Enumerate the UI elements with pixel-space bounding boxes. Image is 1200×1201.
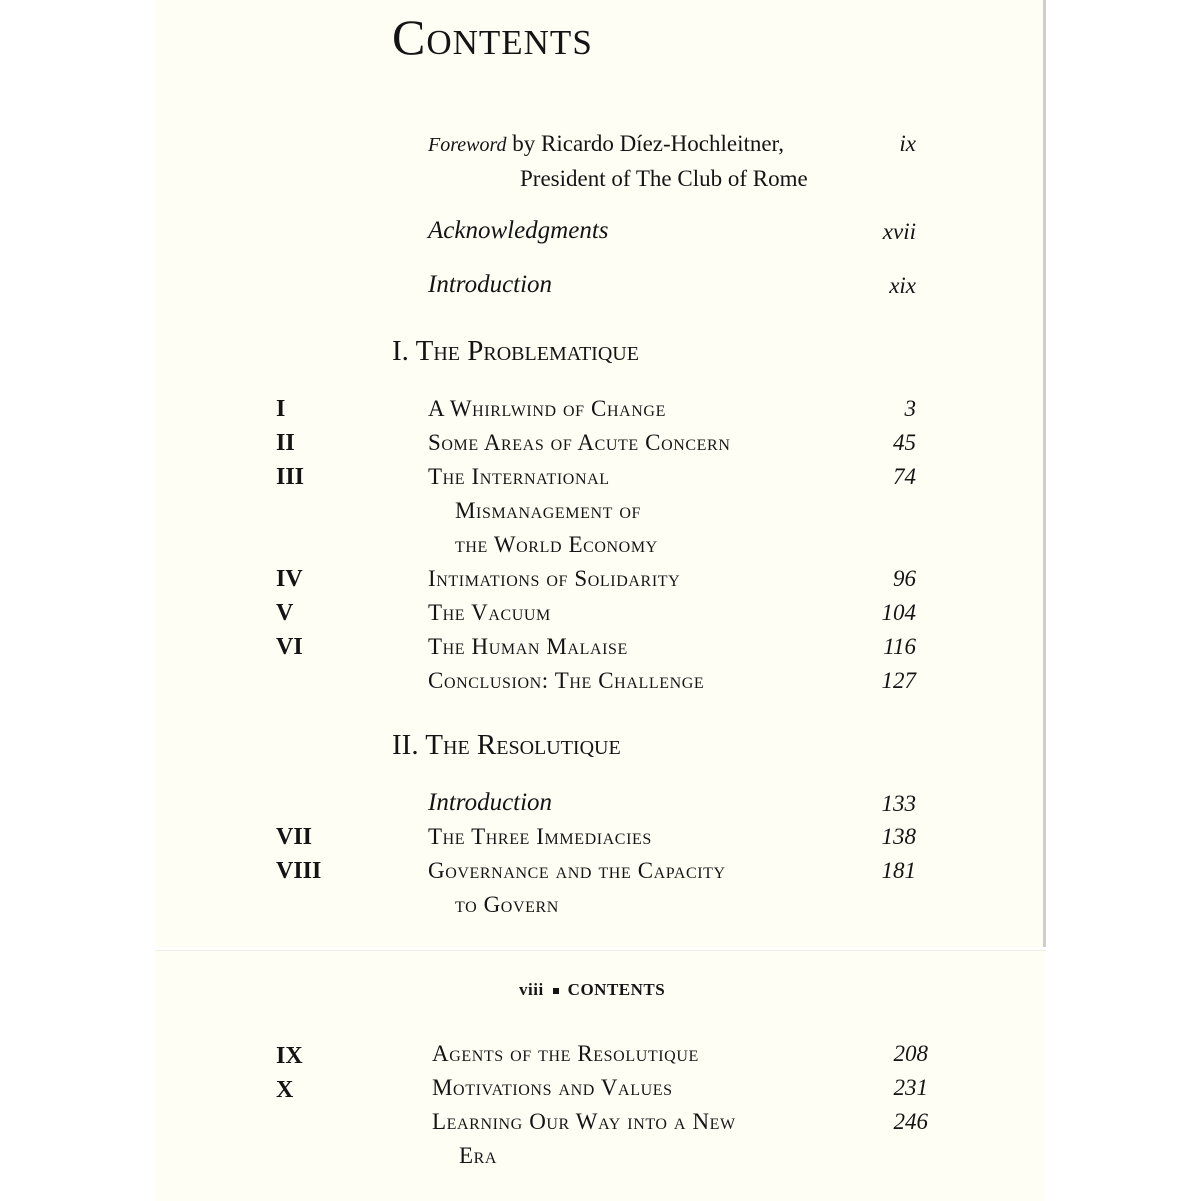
toc-entry-chapter-8[interactable]: Governance and the Capacity xyxy=(428,858,726,883)
chapter-number: III xyxy=(276,464,305,490)
chapter-number: VII xyxy=(276,824,313,850)
foreword-author-title: President of The Club of Rome xyxy=(520,166,808,191)
part-heading-resolutique[interactable]: II. The Resolutique xyxy=(392,729,621,761)
chapter-number: V xyxy=(276,600,294,626)
page-number: 208 xyxy=(893,1041,928,1066)
page-number: 45 xyxy=(893,430,916,455)
foreword-label: Foreword xyxy=(428,134,507,156)
page-number: 104 xyxy=(881,600,916,625)
toc-entry-foreword[interactable] xyxy=(428,131,784,157)
page-number: 116 xyxy=(883,634,916,659)
chapter-number: I xyxy=(276,396,286,422)
foreword-author: by Ricardo Díez-Hochleitner, xyxy=(512,131,785,156)
toc-entry-introduction[interactable]: Introduction xyxy=(428,271,553,298)
page-number: 231 xyxy=(893,1075,928,1100)
toc-entry-chapter-3[interactable]: The International xyxy=(428,464,610,489)
toc-entry-chapter-4[interactable]: Intimations of Solidarity xyxy=(428,566,681,591)
toc-entry-acknowledgments[interactable]: Acknowledgments xyxy=(428,217,609,244)
page-number: xvii xyxy=(882,219,916,244)
toc-entry-chapter-3-line2: Mismanagement of xyxy=(455,498,642,523)
part-heading-problematique[interactable]: I. The Problematique xyxy=(392,335,639,367)
chapter-number: II xyxy=(276,430,295,456)
toc-entry-chapter-8-line2: to Govern xyxy=(455,892,559,917)
toc-entry-chapter-10[interactable]: Motivations and Values xyxy=(432,1075,673,1100)
page-number: 74 xyxy=(893,464,916,489)
chapter-number: VI xyxy=(276,634,303,660)
toc-entry-chapter-2[interactable]: Some Areas of Acute Concern xyxy=(428,430,731,455)
running-head-label: CONTENTS xyxy=(567,980,666,999)
chapter-number: IV xyxy=(276,566,303,592)
toc-entry-chapter-9[interactable]: Agents of the Resolutique xyxy=(432,1041,699,1066)
toc-entry-part2-introduction[interactable]: Introduction xyxy=(428,789,553,816)
toc-entry-learning[interactable]: Learning Our Way into a New xyxy=(432,1109,736,1134)
page-title: Contents xyxy=(392,9,593,65)
page-number: xix xyxy=(889,273,916,298)
page-number: 181 xyxy=(881,858,916,883)
chapter-number: IX xyxy=(276,1043,303,1069)
toc-entry-chapter-7[interactable]: The Three Immediacies xyxy=(428,824,652,849)
page-number: 3 xyxy=(904,396,916,421)
page-number: 127 xyxy=(881,668,916,693)
running-head xyxy=(519,980,665,1000)
toc-entry-learning-line2: Era xyxy=(459,1143,498,1168)
running-head-page-number: viii xyxy=(519,980,544,999)
page-number: 133 xyxy=(881,791,916,816)
page-number: 246 xyxy=(893,1109,928,1134)
chapter-number: VIII xyxy=(276,858,322,884)
toc-entry-chapter-5[interactable]: The Vacuum xyxy=(428,600,551,625)
chapter-number: X xyxy=(276,1077,294,1103)
page-number: 96 xyxy=(893,566,916,591)
bullet-icon xyxy=(553,988,559,994)
page-number: ix xyxy=(899,131,916,156)
toc-entry-chapter-1[interactable]: A Whirlwind of Change xyxy=(428,396,666,421)
toc-entry-chapter-6[interactable]: The Human Malaise xyxy=(428,634,628,659)
toc-entry-conclusion[interactable]: Conclusion: The Challenge xyxy=(428,668,705,693)
toc-entry-chapter-3-line3: the World Economy xyxy=(455,532,658,557)
page-number: 138 xyxy=(881,824,916,849)
